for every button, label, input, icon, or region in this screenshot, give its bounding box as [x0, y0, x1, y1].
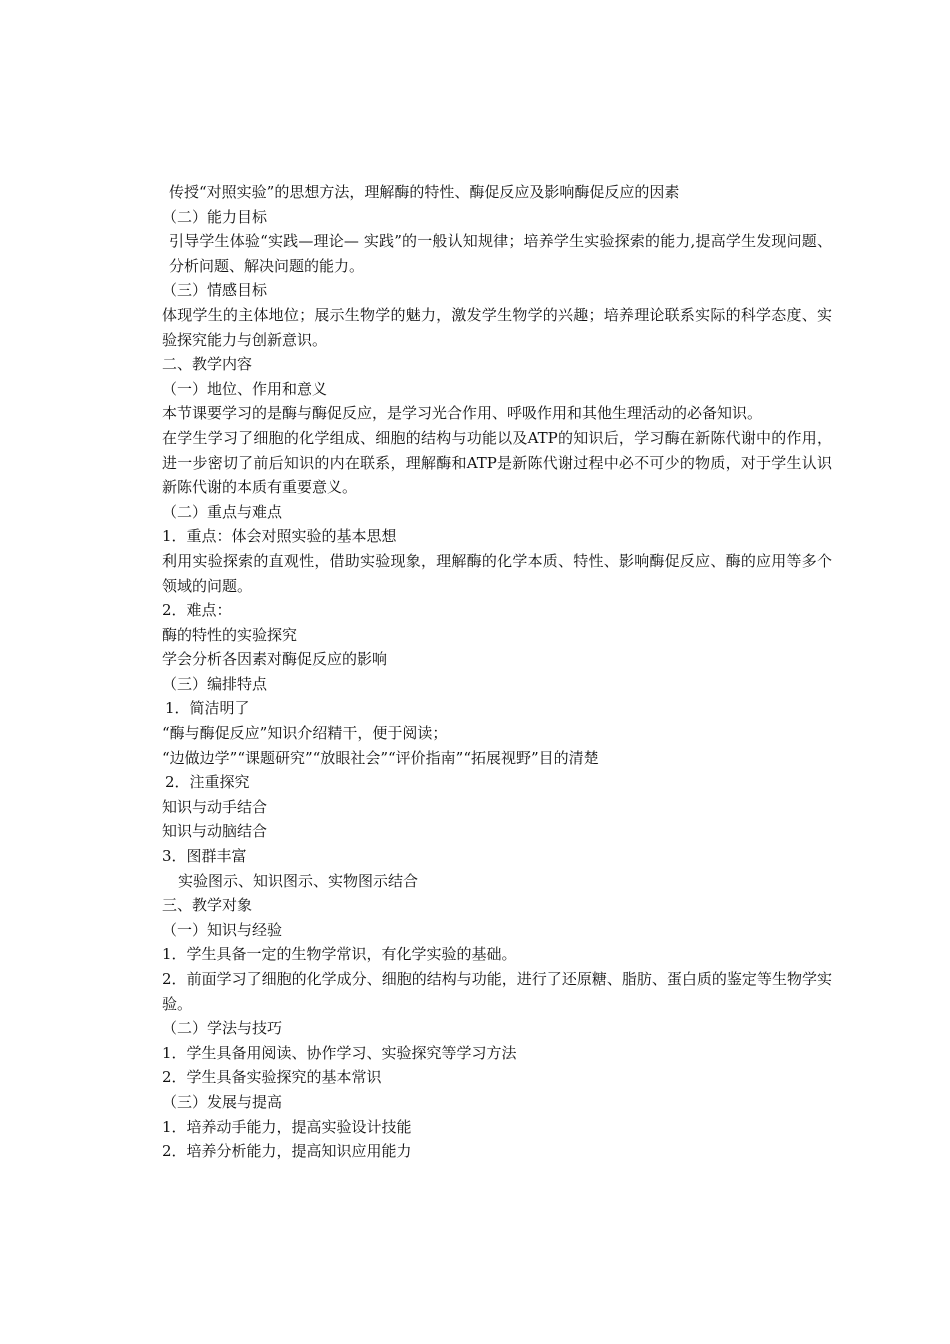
text-line: （一）知识与经验 [162, 920, 283, 939]
text-line: 1．学生具备一定的生物学常识，有化学实验的基础。 [162, 945, 517, 964]
text-line: 学会分析各因素对酶促反应的影响 [162, 650, 388, 669]
text-line: 引导学生体验“实践—理论— 实践”的一般认知规律；培养学生实验探索的能力,提高学生发现问题、分析问题、解决问题的能力。 [169, 232, 832, 275]
text-line: 2．前面学习了细胞的化学成分、细胞的结构与功能，进行了还原糖、脂肪、蛋白质的鉴定等生物学实验。 [162, 970, 832, 1013]
text-line: 利用实验探索的直观性，借助实验现象，理解酶的化学本质、特性、影响酶促反应、酶的应用等多个领域的问题。 [162, 551, 832, 595]
text-line: 1．重点：体会对照实验的基本思想 [162, 527, 397, 546]
text-line: （三）情感目标 [162, 281, 268, 300]
text-line: （二）学法与技巧 [162, 1019, 283, 1038]
text-line: （二）能力目标 [162, 207, 268, 226]
text-line: 三、教学对象 [162, 896, 253, 915]
text-line: 2．培养分析能力，提高知识应用能力 [162, 1142, 412, 1161]
text-line: 知识与动脑结合 [162, 822, 268, 841]
text-line: 2．学生具备实验探究的基本常识 [162, 1068, 382, 1087]
text-line: 本节课要学习的是酶与酶促反应，是学习光合作用、呼吸作用和其他生理活动的必备知识。 [162, 404, 763, 423]
text-line: 2．注重探究 [165, 773, 250, 792]
text-line: （一）地位、作用和意义 [162, 379, 328, 398]
text-line: “边做边学”“课题研究”“放眼社会”“评价指南”“拓展视野”目的清楚 [162, 748, 599, 767]
text-line: 实验图示、知识图示、实物图示结合 [178, 871, 419, 890]
text-line: 3．图群丰富 [162, 847, 247, 866]
text-line: 在学生学习了细胞的化学组成、细胞的结构与功能以及ATP的知识后，学习酶在新陈代谢中的作用，进一步密切了前后知识的内在联系，理解酶和ATP是新陈代谢过程中必不可少的物质，对于学生认识新陈代谢的本质有重要意义。 [162, 428, 832, 497]
text-line: （三）发展与提高 [162, 1092, 283, 1111]
text-line: 二、教学内容 [162, 355, 253, 374]
document-body [162, 180, 832, 1164]
text-line: 1．简洁明了 [165, 699, 250, 718]
text-line: 2．难点： [162, 601, 232, 620]
text-line: 1．培养动手能力，提高实验设计技能 [162, 1117, 412, 1136]
text-line: （三）编排特点 [162, 674, 268, 693]
text-line: “酶与酶促反应”知识介绍精干，便于阅读； [162, 724, 448, 743]
text-line: （二）重点与难点 [162, 502, 283, 521]
text-line: 体现学生的主体地位；展示生物学的魅力，激发学生物学的兴趣；培养理论联系实际的科学态度、实验探究能力与创新意识。 [162, 305, 832, 349]
text-line: 酶的特性的实验探究 [162, 625, 298, 644]
text-line: 知识与动手结合 [162, 797, 268, 816]
text-line: 传授“对照实验”的思想方法，理解酶的特性、酶促反应及影响酶促反应的因素 [169, 183, 680, 201]
text-line: 1．学生具备用阅读、协作学习、实验探究等学习方法 [162, 1043, 517, 1062]
